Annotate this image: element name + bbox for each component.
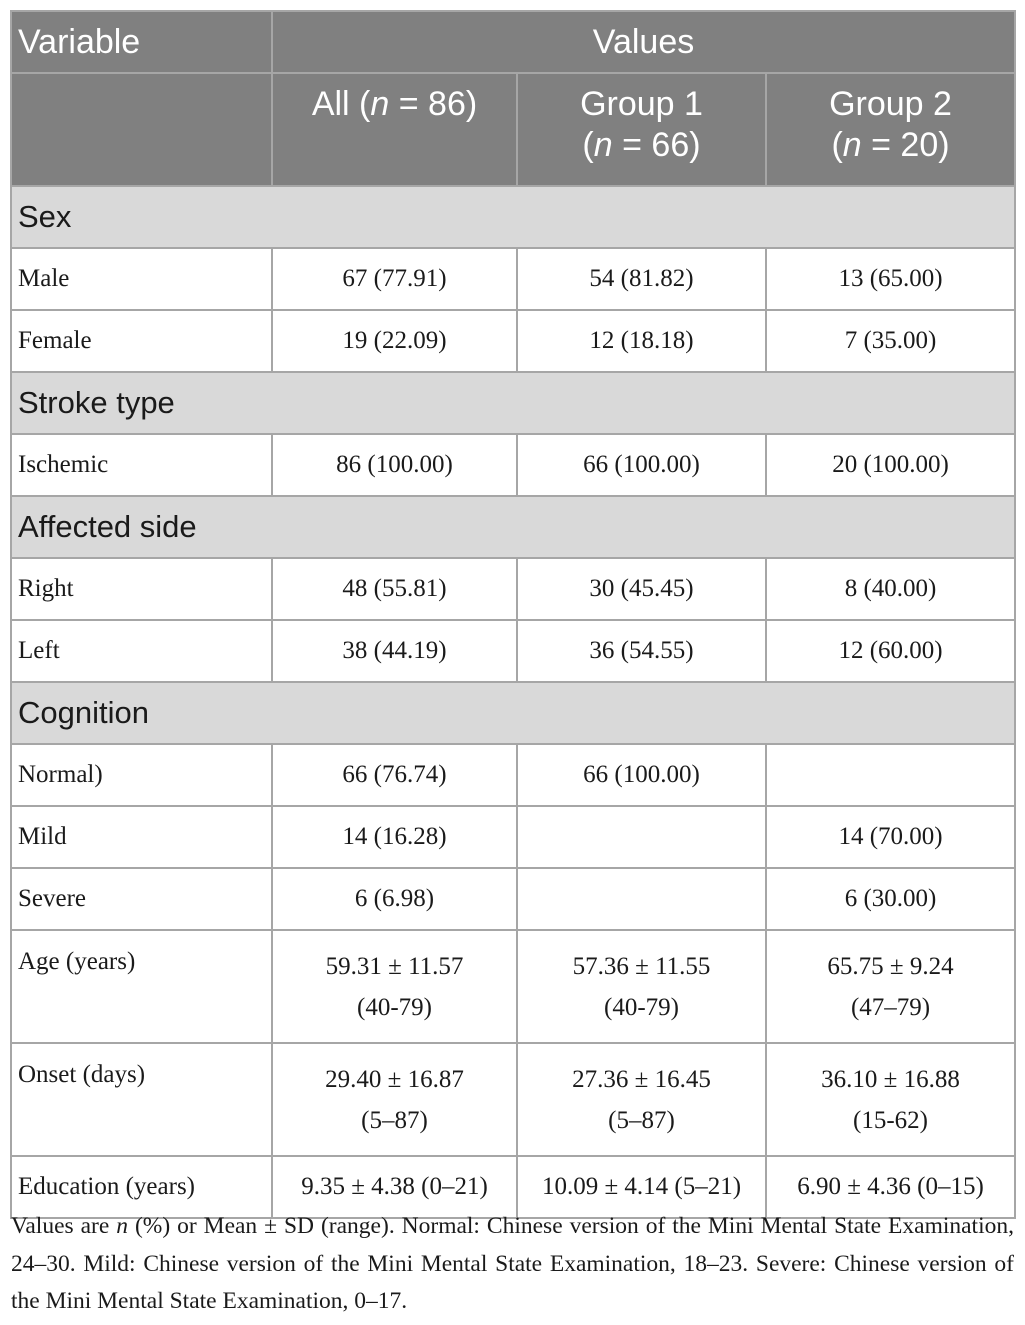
row-label: Female [11,310,272,372]
row-label: Severe [11,868,272,930]
cell-group1: 66 (100.00) [517,744,766,806]
cell-group1 [517,1043,766,1156]
row-label: Male [11,248,272,310]
data-table-container [10,10,1014,1219]
row-label: Onset (days) [11,1043,272,1156]
cell-group2 [766,1043,1015,1156]
cell-all [272,1043,517,1156]
footnote-pre: Values are [11,1213,117,1239]
cell-all: 9.35 ± 4.38 (0–21) [272,1156,517,1218]
footnote-post: (%) or Mean ± SD (range). Normal: Chinese version of the Mini Mental State Examination, 24–30. Mild: Chinese version of the Mini Mental State Examination, 18–23. Severe: Chinese version of the Mini Mental State Examination, 0–17. [11,1213,1014,1314]
cell-group1: 30 (45.45) [517,558,766,620]
table-row-mild [11,806,1015,868]
cell-group1 [517,806,766,868]
header-all [272,73,517,186]
cell-all [272,930,517,1043]
table-row-onset [11,1043,1015,1156]
row-label: Education (years) [11,1156,272,1218]
cell-group1-range: (5–87) [608,1106,675,1134]
cell-group1: 12 (18.18) [517,310,766,372]
cell-group1: 66 (100.00) [517,434,766,496]
cell-group2: 6.90 ± 4.36 (0–15) [766,1156,1015,1218]
header-group1 [517,73,766,186]
table-row-female [11,310,1015,372]
cell-group1 [517,930,766,1043]
section-stroke-type: Stroke type [11,372,1015,434]
header-group2-pre: ( [831,126,843,164]
section-affected-side: Affected side [11,496,1015,558]
footnote-n: n [116,1213,128,1239]
header-group1-n: n [593,126,613,164]
section-row-sex [11,186,1015,248]
header-row-groups [11,73,1015,186]
cell-all: 86 (100.00) [272,434,517,496]
row-label: Age (years) [11,930,272,1043]
table-row-age [11,930,1015,1043]
cell-group2: 20 (100.00) [766,434,1015,496]
header-row-top [11,11,1015,73]
header-all-post: = 86) [389,85,478,123]
cell-all: 38 (44.19) [272,620,517,682]
row-label: Normal) [11,744,272,806]
table-row-ischemic [11,434,1015,496]
cell-group2-mean: 36.10 ± 16.88 [821,1065,960,1093]
row-label: Mild [11,806,272,868]
section-sex: Sex [11,186,1015,248]
cell-all: 66 (76.74) [272,744,517,806]
section-row-stroke-type [11,372,1015,434]
cell-all-range: (5–87) [361,1106,428,1134]
cell-all: 14 (16.28) [272,806,517,868]
row-label: Right [11,558,272,620]
demographics-table [10,10,1016,1219]
cell-group1 [517,868,766,930]
table-row-right [11,558,1015,620]
cell-group1: 36 (54.55) [517,620,766,682]
cell-group2 [766,930,1015,1043]
header-values: Values [272,11,1015,73]
cell-group1-mean: 27.36 ± 16.45 [572,1065,711,1093]
header-group2-n: n [842,126,862,164]
section-row-affected-side [11,496,1015,558]
cell-all: 19 (22.09) [272,310,517,372]
table-row-male [11,248,1015,310]
row-label: Ischemic [11,434,272,496]
cell-all: 6 (6.98) [272,868,517,930]
table-row-normal [11,744,1015,806]
cell-group1: 54 (81.82) [517,248,766,310]
header-group2-post: = 20) [861,126,950,164]
header-empty-cell [11,73,272,186]
header-group1-title: Group 1 [580,85,703,123]
cell-group1-range: (40-79) [604,993,679,1021]
row-label: Left [11,620,272,682]
header-all-n: n [370,85,390,123]
cell-group2-range: (15-62) [853,1106,928,1134]
section-cognition: Cognition [11,682,1015,744]
header-group2 [766,73,1015,186]
cell-all-range: (40-79) [357,993,432,1021]
cell-all: 48 (55.81) [272,558,517,620]
cell-group2: 8 (40.00) [766,558,1015,620]
cell-group2: 12 (60.00) [766,620,1015,682]
cell-group2: 14 (70.00) [766,806,1015,868]
header-group1-post: = 66) [612,126,701,164]
cell-group1: 10.09 ± 4.14 (5–21) [517,1156,766,1218]
table-row-left [11,620,1015,682]
cell-group1-mean: 57.36 ± 11.55 [572,952,711,980]
cell-group2-range: (47–79) [850,993,931,1021]
table-row-severe [11,868,1015,930]
header-all-pre: All ( [311,85,371,123]
cell-group2: 7 (35.00) [766,310,1015,372]
cell-group2: 6 (30.00) [766,868,1015,930]
cell-all-mean: 29.40 ± 16.87 [325,1065,464,1093]
section-row-cognition [11,682,1015,744]
cell-all: 67 (77.91) [272,248,517,310]
header-group2-title: Group 2 [829,85,952,123]
cell-group2 [766,744,1015,806]
cell-group2: 13 (65.00) [766,248,1015,310]
table-footnote [11,1208,1014,1321]
header-group1-pre: ( [582,126,594,164]
header-variable: Variable [11,11,272,73]
cell-all-mean: 59.31 ± 11.57 [325,952,464,980]
cell-group2-mean: 65.75 ± 9.24 [827,952,954,980]
